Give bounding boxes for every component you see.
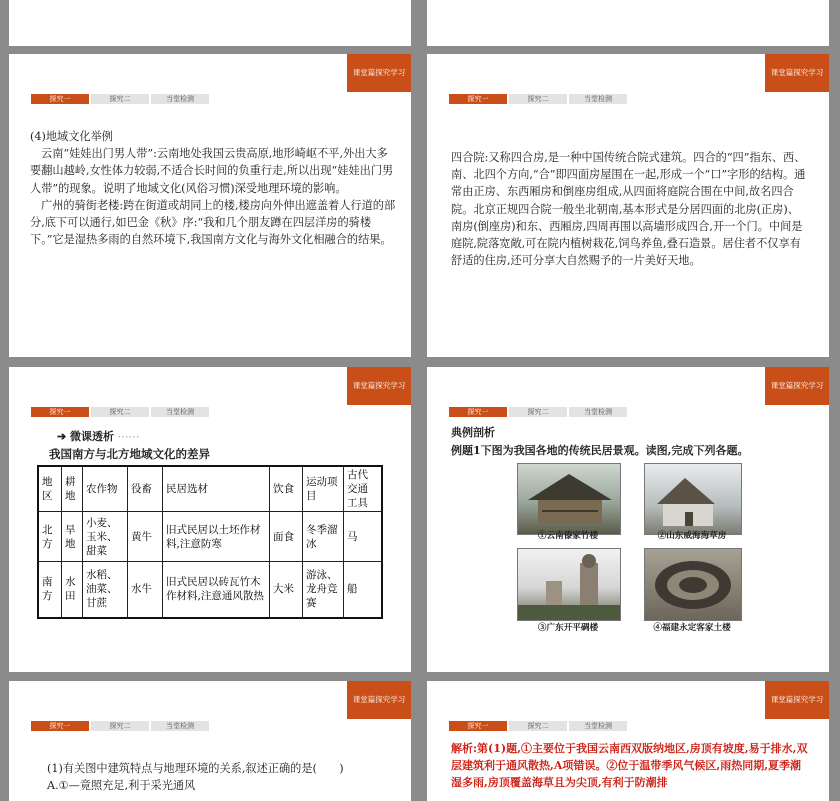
tab-explore-2[interactable]: 探究二 bbox=[509, 407, 567, 417]
photo-kaiping-diaolou bbox=[517, 548, 621, 621]
paragraph-guangzhou: 广州的骑街老楼:跨在街道或胡同上的楼,楼房向外伸出遮盖着人行道的部分,底下可以通行,如巴金《秋》序:“我和几个朋友蹲在四层洋房的骑楼下。”它是湿热多雨的自然环境下,我国南方文化与海外文化相融合的结果。 bbox=[30, 198, 396, 247]
question-1: (1)有关图中建筑特点与地理环境的关系,叙述正确的是( ) bbox=[47, 762, 344, 775]
tulou-icon bbox=[645, 549, 741, 620]
header-cell: 古代交通工具 bbox=[344, 466, 383, 512]
tab-quiz[interactable]: 当堂检测 bbox=[151, 721, 209, 731]
tab-quiz[interactable]: 当堂检测 bbox=[569, 407, 627, 417]
table-cell: 船 bbox=[344, 562, 383, 618]
tab-quiz[interactable]: 当堂检测 bbox=[569, 721, 627, 731]
tab-explore-1[interactable]: 探究一 bbox=[31, 94, 89, 104]
header-cell: 民居选材 bbox=[163, 466, 270, 512]
tab-quiz[interactable]: 当堂检测 bbox=[569, 94, 627, 104]
table-cell: 旧式民居以土坯作材料,注意防寒 bbox=[163, 512, 270, 562]
table-cell: 小麦、玉米、甜菜 bbox=[83, 512, 128, 562]
tab-explore-1[interactable]: 探究一 bbox=[449, 407, 507, 417]
header-cell: 役畜 bbox=[128, 466, 163, 512]
table-cell: 水田 bbox=[62, 562, 83, 618]
answer-explanation: 解析:第(1)题,①主要位于我国云南西双版纳地区,房顶有坡度,易于排水,双层建筑利于通风散热,A项错误。②位于温带季风气候区,雨热同期,夏季潮湿多雨,房顶覆盖海草且为尖顶,有利于防潮排 bbox=[451, 742, 808, 790]
tab-explore-2[interactable]: 探究二 bbox=[509, 94, 567, 104]
tab-bar bbox=[9, 721, 309, 731]
table-title: 我国南方与北方地域文化的差异 bbox=[49, 447, 210, 461]
section-badge[interactable]: 课堂篇探究学习 bbox=[765, 367, 829, 405]
option-a: A.①—竟照充足,利于采光通风 bbox=[47, 779, 196, 792]
header-cell: 运动项目 bbox=[303, 466, 344, 512]
tab-bar bbox=[427, 721, 727, 731]
table-row bbox=[38, 512, 382, 562]
slide-text bbox=[30, 128, 398, 248]
paragraph-yunnan: 云南“娃娃出门男人带”:云南地处我国云贵高原,地形崎岖不平,外出大多要翻山越岭,女性体力较弱,不适合长时间的负重行走,所以出现“娃娃出门男人带”的现象。说明了地域文化(风俗习惯)深受地理环境的影响。 bbox=[30, 147, 394, 195]
tab-quiz[interactable]: 当堂检测 bbox=[151, 407, 209, 417]
table-cell: 水稻、油菜、甘蔗 bbox=[83, 562, 128, 618]
comparison-table bbox=[37, 465, 383, 619]
tower-icon bbox=[518, 549, 620, 620]
house-icon bbox=[645, 464, 741, 534]
tab-explore-2[interactable]: 探究二 bbox=[91, 94, 149, 104]
tab-explore-1[interactable]: 探究一 bbox=[449, 721, 507, 731]
slide-top-left bbox=[9, 0, 411, 46]
slide-culture-examples bbox=[9, 54, 411, 357]
table-cell: 旧式民居以砖瓦竹木作材料,注意通风散热 bbox=[163, 562, 270, 618]
table-cell: 面食 bbox=[270, 512, 303, 562]
heading: (4)地域文化举例 bbox=[30, 130, 113, 143]
photo-seaweed-house bbox=[644, 463, 742, 535]
table-cell: 游泳、龙舟竞赛 bbox=[303, 562, 344, 618]
photo-hakka-tulou bbox=[644, 548, 742, 621]
caption-1: ①云南傣家竹楼 bbox=[537, 531, 599, 541]
tab-quiz[interactable]: 当堂检测 bbox=[151, 94, 209, 104]
tab-explore-2[interactable]: 探究二 bbox=[91, 721, 149, 731]
tab-bar bbox=[9, 94, 309, 104]
table-cell: 南方 bbox=[38, 562, 62, 618]
header-cell: 农作物 bbox=[83, 466, 128, 512]
header-cell: 饮食 bbox=[270, 466, 303, 512]
paragraph-siheyuan: 四合院:又称四合房,是一种中国传统合院式建筑。四合的“四”指东、西、南、北四个方向,“合”即四面房屋围在一起,形成一个“口”字形的结构。通常由正房、东西厢房和倒座房组成,从四面将庭院合围在中间,故名四合院。北京正规四合院一般坐北朝南,基本形式是分居四面的北房(正房)、南房(倒座房)和东、西厢房,四周再围以高墙形成四合,开一个门。中间是庭院,院落宽敞,可在院内植树栽花,饲鸟养鱼,叠石造景。居住者不仅享有舒适的住房,还可分享大自然赐予的一片美好天地。 bbox=[451, 151, 806, 268]
tab-explore-1[interactable]: 探究一 bbox=[449, 94, 507, 104]
tab-bar bbox=[427, 94, 727, 104]
tab-bar bbox=[9, 407, 309, 417]
table-cell: 马 bbox=[344, 512, 383, 562]
slide-siheyuan bbox=[427, 54, 829, 357]
slide-top-right bbox=[427, 0, 829, 46]
example-heading: 典例剖析 bbox=[451, 426, 495, 439]
caption-3: ③广东开平碉楼 bbox=[537, 623, 599, 633]
table-cell: 冬季溜冰 bbox=[303, 512, 344, 562]
section-badge[interactable]: 课堂篇探究学习 bbox=[347, 681, 411, 719]
example-question: 例题1下图为我国各地的传统民居景观。读图,完成下列各题。 bbox=[451, 444, 749, 457]
section-badge[interactable]: 课堂篇探究学习 bbox=[765, 54, 829, 92]
house-icon bbox=[518, 464, 620, 534]
slide-answer-partial bbox=[427, 681, 829, 801]
section-badge[interactable]: 课堂篇探究学习 bbox=[765, 681, 829, 719]
section-label: 微课透析 bbox=[70, 430, 115, 443]
tab-explore-1[interactable]: 探究一 bbox=[31, 407, 89, 417]
table-cell: 水牛 bbox=[128, 562, 163, 618]
slide-example-question bbox=[427, 367, 829, 672]
table-header-row bbox=[38, 466, 382, 512]
caption-2: ②山东威海海草房 bbox=[657, 531, 727, 541]
micro-lesson-header bbox=[57, 428, 140, 444]
table-cell: 黄牛 bbox=[128, 512, 163, 562]
tab-explore-1[interactable]: 探究一 bbox=[31, 721, 89, 731]
tab-explore-2[interactable]: 探究二 bbox=[91, 407, 149, 417]
tab-bar bbox=[427, 407, 727, 417]
table-cell: 大米 bbox=[270, 562, 303, 618]
photo-dai-bamboo-house bbox=[517, 463, 621, 535]
arrow-icon: ➔ bbox=[57, 430, 71, 443]
slide-question-partial bbox=[9, 681, 411, 801]
header-cell: 耕地 bbox=[62, 466, 83, 512]
section-badge[interactable]: 课堂篇探究学习 bbox=[347, 367, 411, 405]
table-row bbox=[38, 562, 382, 618]
header-cell: 地区 bbox=[38, 466, 62, 512]
table-cell: 旱地 bbox=[62, 512, 83, 562]
dots-decoration: ⋯⋯ bbox=[114, 430, 140, 443]
tab-explore-2[interactable]: 探究二 bbox=[509, 721, 567, 731]
slide-north-south-table bbox=[9, 367, 411, 672]
section-badge[interactable]: 课堂篇探究学习 bbox=[347, 54, 411, 92]
table-cell: 北方 bbox=[38, 512, 62, 562]
caption-4: ④福建永定客家土楼 bbox=[653, 623, 731, 633]
